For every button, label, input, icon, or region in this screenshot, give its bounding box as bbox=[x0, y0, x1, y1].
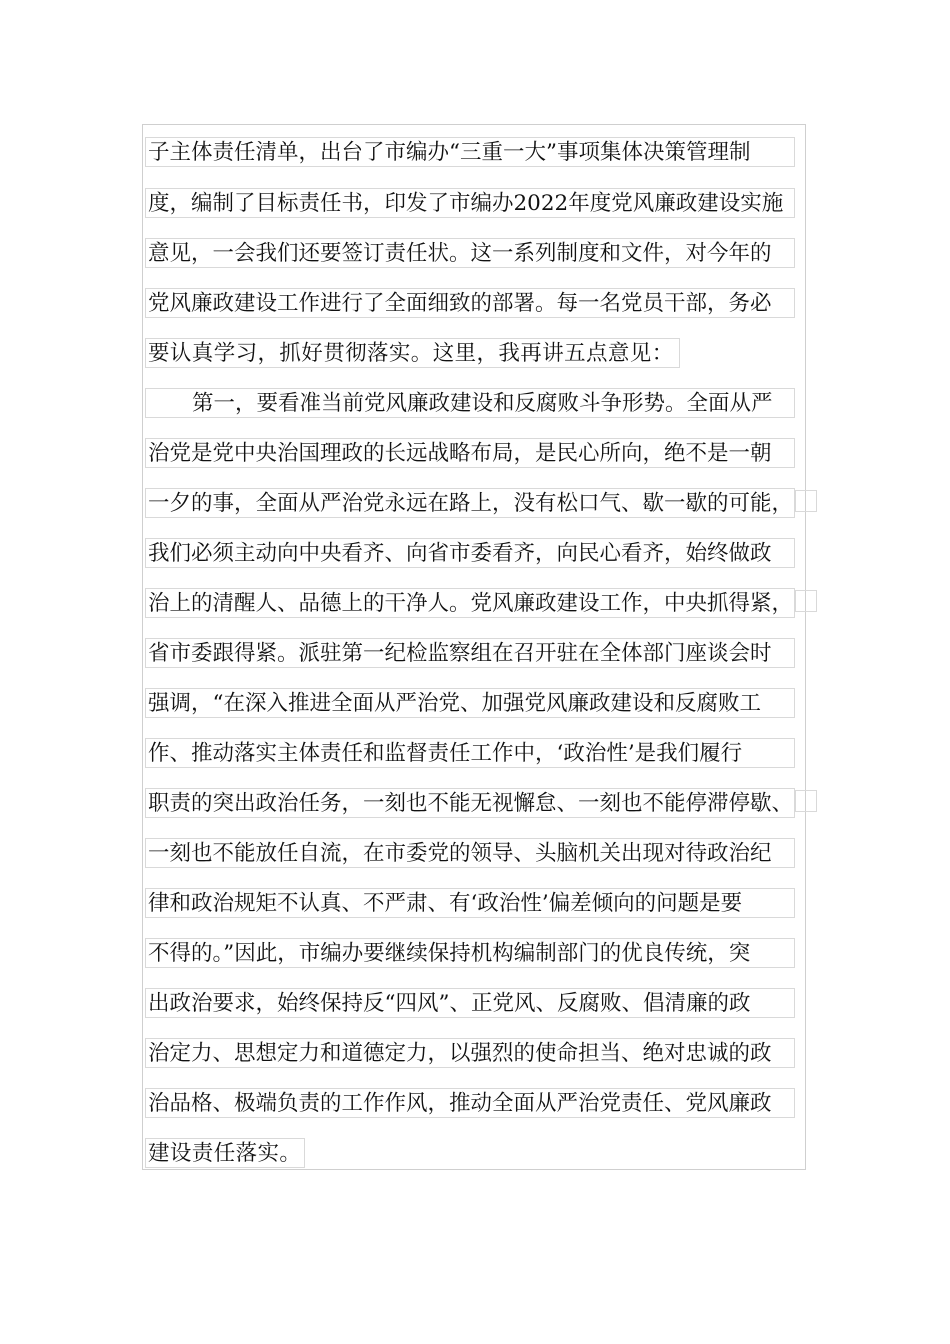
text-line-13: 作、推动落实主体责任和监督责任工作中，‘政治性’是我们履行 bbox=[145, 738, 795, 768]
text-line-14: 职责的突出政治任务，一刻也不能无视懈怠、一刻也不能停滞停歇、 bbox=[145, 788, 795, 818]
text-line-20: 治品格、极端负责的工作作风，推动全面从严治党责任、党风廉政 bbox=[145, 1088, 795, 1118]
text-line-17: 不得的。”因此，市编办要继续保持机构编制部门的优良传统，突 bbox=[145, 938, 795, 968]
text-line-6: 第一，要看准当前党风廉政建设和反腐败斗争形势。全面从严 bbox=[145, 388, 795, 418]
text-line-5: 要认真学习，抓好贯彻落实。这里，我再讲五点意见： bbox=[145, 338, 680, 368]
text-line-11: 省市委跟得紧。派驻第一纪检监察组在召开驻在全体部门座谈会时 bbox=[145, 638, 795, 668]
overflow-marker bbox=[795, 790, 817, 812]
text-line-21: 建设责任落实。 bbox=[145, 1138, 305, 1168]
text-line-7: 治党是党中央治国理政的长远战略布局，是民心所向，绝不是一朝 bbox=[145, 438, 795, 468]
text-line-3: 意见，一会我们还要签订责任状。这一系列制度和文件，对今年的 bbox=[145, 238, 795, 268]
text-line-12: 强调，“在深入推进全面从严治党、加强党风廉政建设和反腐败工 bbox=[145, 688, 795, 718]
text-line-8: 一夕的事，全面从严治党永远在路上，没有松口气、歇一歇的可能， bbox=[145, 488, 795, 518]
text-line-10: 治上的清醒人、品德上的干净人。党风廉政建设工作，中央抓得紧， bbox=[145, 588, 795, 618]
text-line-18: 出政治要求，始终保持反“四风”、正党风、反腐败、倡清廉的政 bbox=[145, 988, 795, 1018]
text-line-19: 治定力、思想定力和道德定力，以强烈的使命担当、绝对忠诚的政 bbox=[145, 1038, 795, 1068]
text-line-1: 子主体责任清单，出台了市编办“三重一大”事项集体决策管理制 bbox=[145, 137, 795, 167]
overflow-marker bbox=[795, 490, 817, 512]
text-line-9: 我们必须主动向中央看齐、向省市委看齐，向民心看齐，始终做政 bbox=[145, 538, 795, 568]
text-line-16: 律和政治规矩不认真、不严肃、有‘政治性’偏差倾向的问题是要 bbox=[145, 888, 795, 918]
text-line-4: 党风廉政建设工作进行了全面细致的部署。每一名党员干部，务必 bbox=[145, 288, 795, 318]
text-line-15: 一刻也不能放任自流，在市委党的领导、头脑机关出现对待政治纪 bbox=[145, 838, 795, 868]
text-line-2: 度，编制了目标责任书，印发了市编办2022年度党风廉政建设实施 bbox=[145, 188, 795, 218]
overflow-marker bbox=[795, 590, 817, 612]
